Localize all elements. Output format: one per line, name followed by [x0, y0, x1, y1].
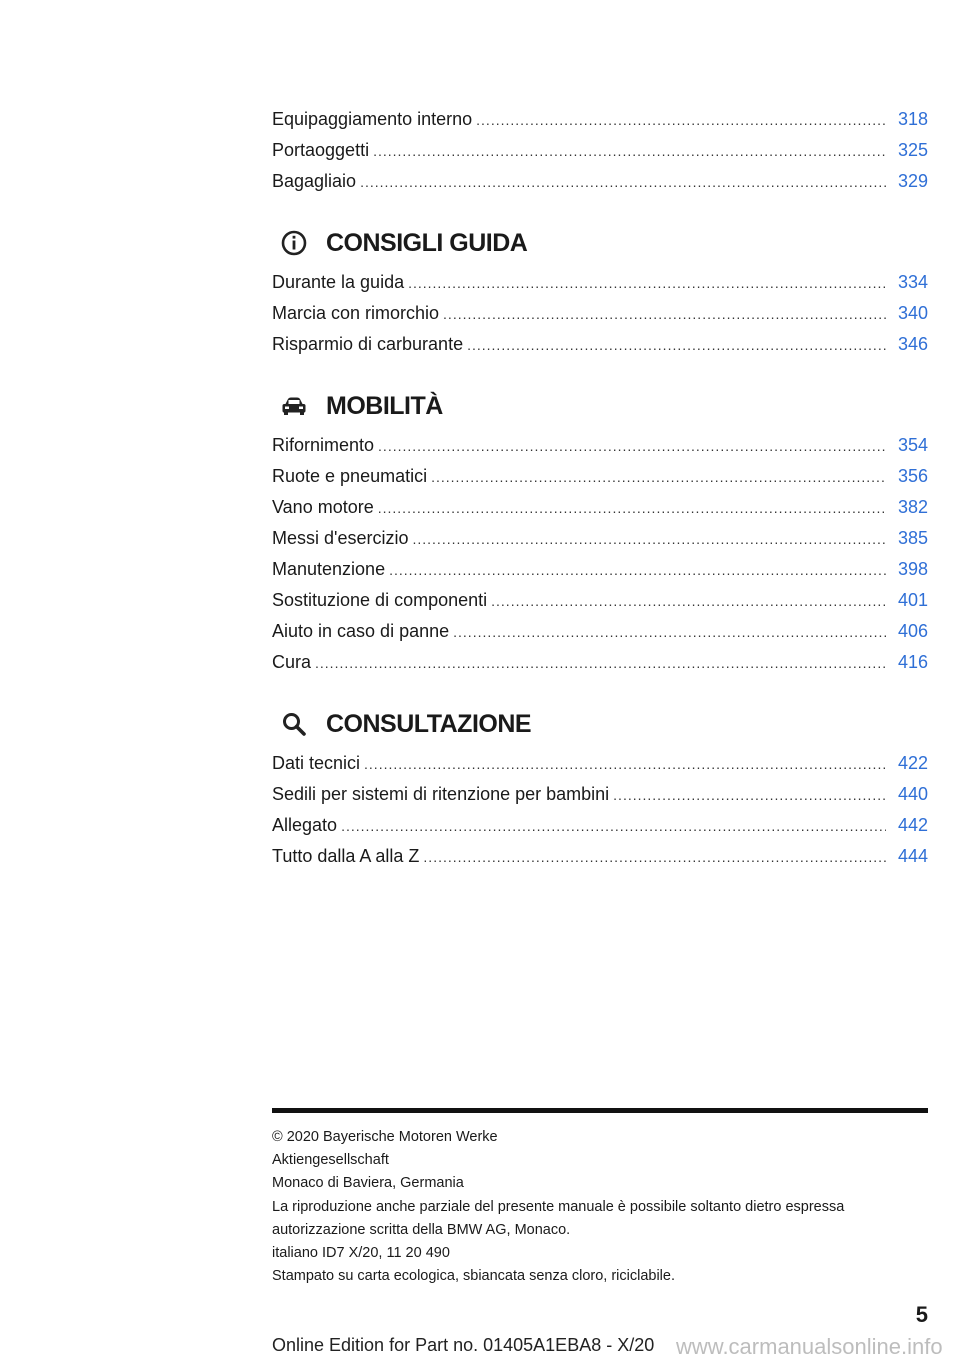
toc-entry[interactable]: [272, 267, 928, 298]
dot-leader: [423, 842, 886, 873]
toc-entry[interactable]: [272, 166, 928, 197]
dot-leader: [389, 555, 886, 586]
dot-leader: [378, 431, 886, 462]
section-heading-consigli-guida[interactable]: [272, 227, 928, 259]
toc-page-link[interactable]: 444: [897, 846, 928, 866]
toc-page-link[interactable]: 385: [897, 528, 928, 548]
toc-page-link[interactable]: 440: [897, 784, 928, 804]
toc-page-link[interactable]: 354: [897, 435, 928, 455]
toc-section-entries: [272, 430, 928, 678]
imprint-line: © 2020 Bayerische Motoren Werke: [272, 1129, 498, 1145]
toc-entry-title: Aiuto in caso di panne: [272, 621, 450, 641]
toc-page-link[interactable]: 329: [897, 171, 928, 191]
toc-entry[interactable]: [272, 841, 928, 872]
toc-page-link[interactable]: 406: [897, 621, 928, 641]
dot-leader: [360, 167, 886, 198]
watermark-text: www.carmanualsonline.info: [676, 1334, 943, 1359]
toc-page-link[interactable]: 325: [897, 140, 928, 160]
toc-entry-title: Marcia con rimorchio: [272, 303, 440, 323]
toc-page-link[interactable]: 382: [897, 497, 928, 517]
car-icon: [280, 392, 308, 420]
toc-entry-title: Allegato: [272, 815, 338, 835]
toc-entry-title: Messi d'esercizio: [272, 528, 409, 548]
toc-top-group: [272, 104, 928, 197]
toc-entry[interactable]: [272, 748, 928, 779]
dot-leader: [443, 299, 886, 330]
toc-entry-title: Sedili per sistemi di ritenzione per bambini: [272, 784, 610, 804]
toc-entry-title: Risparmio di carburante: [272, 334, 464, 354]
toc-entry-title: Ruote e pneumatici: [272, 466, 428, 486]
toc-entry-title: Dati tecnici: [272, 753, 361, 773]
dot-leader: [378, 493, 886, 524]
toc-section-entries: [272, 748, 928, 872]
imprint-line: autorizzazione scritta della BMW AG, Monaco.: [272, 1221, 571, 1238]
toc-entry-title: Equipaggiamento interno: [272, 109, 473, 129]
toc-entry-title: Portaoggetti: [272, 140, 370, 160]
toc-entry[interactable]: [272, 430, 928, 461]
table-of-contents: [272, 104, 928, 872]
toc-entry[interactable]: [272, 104, 928, 135]
search-icon: [280, 710, 308, 738]
imprint-block: [272, 1126, 928, 1288]
dot-leader: [431, 462, 886, 493]
dot-leader: [491, 586, 886, 617]
toc-page-link[interactable]: 442: [897, 815, 928, 835]
dot-leader: [373, 136, 886, 167]
toc-entry[interactable]: [272, 647, 928, 678]
info-icon: [280, 229, 308, 257]
dot-leader: [476, 105, 886, 136]
footer-edition-text: Online Edition for Part no. 01405A1EBA8 - X/20: [272, 1335, 655, 1355]
toc-section-entries: [272, 267, 928, 360]
dot-leader: [453, 617, 886, 648]
toc-page-link[interactable]: 340: [897, 303, 928, 323]
page-number: 5: [915, 1302, 928, 1327]
section-heading-consultazione[interactable]: [272, 708, 928, 740]
toc-entry-title: Vano motore: [272, 497, 374, 517]
dot-leader: [364, 749, 886, 780]
toc-entry[interactable]: [272, 492, 928, 523]
toc-entry[interactable]: [272, 585, 928, 616]
imprint-line: La riproduzione anche parziale del presente manuale è possibile soltanto dietro espressa: [272, 1198, 845, 1215]
toc-entry-title: Rifornimento: [272, 435, 375, 455]
toc-entry-title: Sostituzione di componenti: [272, 590, 488, 610]
imprint-line: Monaco di Baviera, Germania: [272, 1175, 464, 1192]
toc-entry[interactable]: [272, 616, 928, 647]
toc-entry[interactable]: [272, 461, 928, 492]
toc-page-link[interactable]: 318: [897, 109, 928, 129]
dot-leader: [315, 648, 886, 679]
toc-entry[interactable]: [272, 135, 928, 166]
dot-leader: [412, 524, 886, 555]
toc-page-link[interactable]: 356: [897, 466, 928, 486]
section-heading-mobilita[interactable]: [272, 390, 928, 422]
dot-leader: [467, 330, 886, 361]
toc-entry-title: Bagagliaio: [272, 171, 357, 191]
imprint-divider: [272, 1108, 928, 1113]
toc-entry-title: Cura: [272, 652, 312, 672]
toc-entry[interactable]: [272, 810, 928, 841]
imprint-line: italiano ID7 X/20, 11 20 490: [272, 1245, 450, 1262]
toc-page-link[interactable]: 346: [897, 334, 928, 354]
toc-page-link[interactable]: 334: [897, 272, 928, 292]
toc-entry-title: Tutto dalla A alla Z: [272, 846, 420, 866]
toc-page-link[interactable]: 398: [897, 559, 928, 579]
toc-entry[interactable]: [272, 779, 928, 810]
toc-entry[interactable]: [272, 523, 928, 554]
toc-entry[interactable]: [272, 554, 928, 585]
toc-entry[interactable]: [272, 298, 928, 329]
toc-page-link[interactable]: 422: [897, 753, 928, 773]
dot-leader: [408, 268, 886, 299]
toc-entry-title: Manutenzione: [272, 559, 386, 579]
dot-leader: [613, 780, 886, 811]
imprint-line: Stampato su carta ecologica, sbiancata senza cloro, riciclabile.: [272, 1268, 675, 1285]
toc-entry[interactable]: [272, 329, 928, 360]
imprint-line: Aktiengesellschaft: [272, 1152, 389, 1169]
section-title: CONSULTAZIONE: [326, 710, 532, 738]
section-title: MOBILITÀ: [326, 392, 443, 420]
dot-leader: [341, 811, 886, 842]
toc-page-link[interactable]: 401: [897, 590, 928, 610]
toc-entry-title: Durante la guida: [272, 272, 405, 292]
toc-page-link[interactable]: 416: [897, 652, 928, 672]
section-title: CONSIGLI GUIDA: [326, 229, 528, 257]
